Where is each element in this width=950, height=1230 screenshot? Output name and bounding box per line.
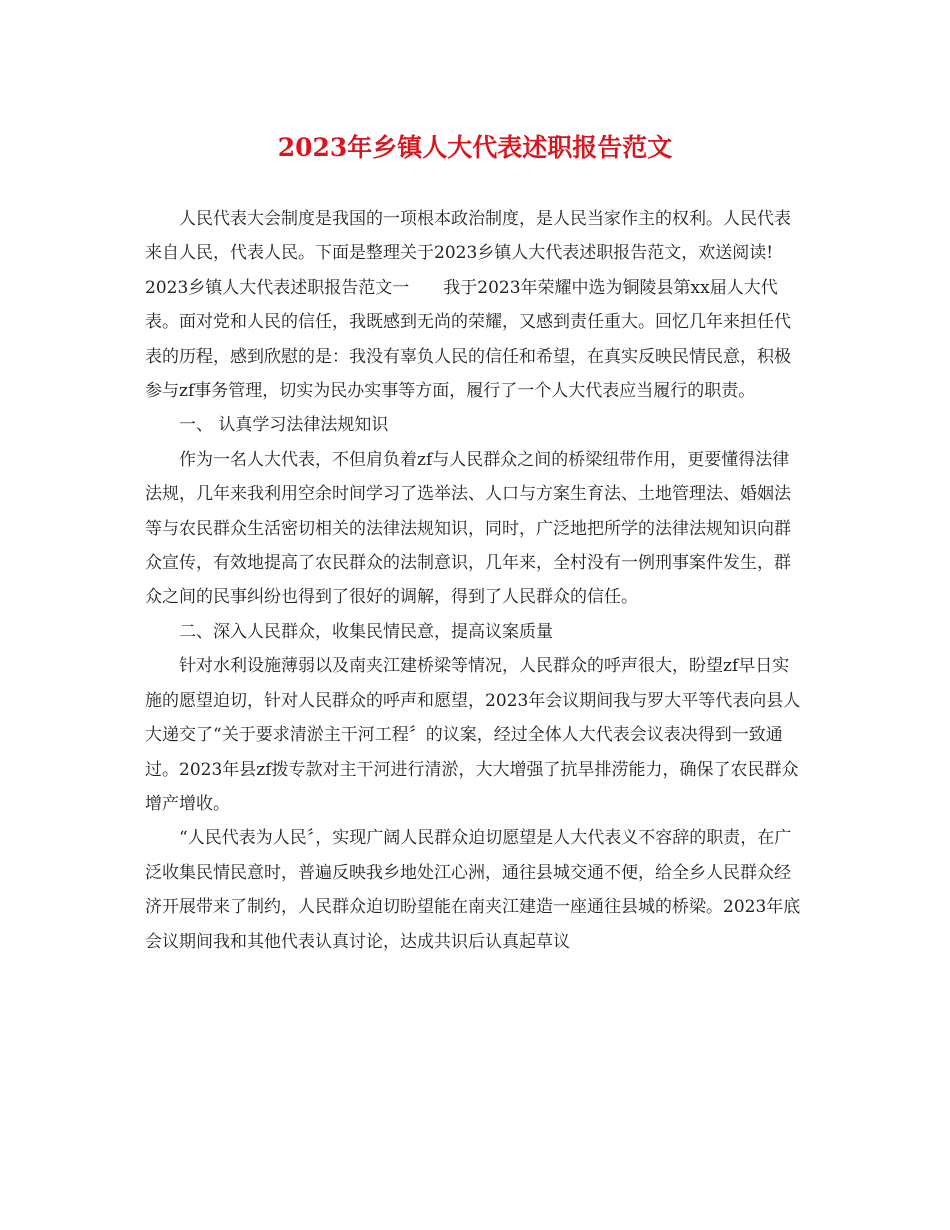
- study-law-paragraph: 作为一名人大代表，不但肩负着zf与人民群众之间的桥梁纽带作用，更要懂得法律法规，几年来我利用空余时间学习了选举法、人口与方案生育法、土地管理法、婚姻法等与农民群众生活密切相关的法律法规知识，同时，广泛地把所学的法律法规知识向群众宣传，有效地提高了农民群众的法制意识，几年来，全村没有一例刑事案件发生，群众之间的民事纠纷也得到了很好的调解，得到了人民群众的信任。: [145, 449, 791, 608]
- heading-collect-opinions: 二、深入人民群众，收集民情民意，提高议案质量: [179, 621, 553, 642]
- section-one-paragraph: 2023乡镇人大代表述职报告范文一 我于2023年荣耀中选为铜陵县第xx届人大代表。面对党和人民的信任，我既感到无尚的荣耀，又感到责任重大。回忆几年来担任代表的历程，感到欣慰的是：我没有辜负人民的信任和希望，在真实反映民情民意，积极参与zf事务管理，切实为民办实事等方面，履行了一个人大代表应当履行的职责。: [145, 277, 791, 402]
- bridge-paragraph: “人民代表为人民〞，实现广阔人民群众迫切愿望是人大代表义不容辞的职责，在广泛收集民情民意时，普遍反映我乡地处江心洲，通往县城交通不便，给全乡人民群众经济开展带来了制约，人民群众迫切盼望能在南夹江建造一座通往县城的桥梁。2023年底会议期间我和其他代表认真讨论，达成共识后认真起草议: [145, 828, 801, 952]
- heading-study-law: 一、 认真学习法律法规知识: [179, 415, 389, 436]
- document-title: 2023年乡镇人大代表述职报告范文: [277, 133, 673, 162]
- water-project-paragraph: 针对水利设施薄弱以及南夹江建桥梁等情况，人民群众的呼声很大，盼望zf早日实施的愿望迫切，针对人民群众的呼声和愿望，2023年会议期间我与罗大平等代表向县人大递交了“关于要求清淤主干河工程〞的议案，经过全体人大代表会议表决得到一致通过。2023年县zf拨专款对主干河进行清淤，大大增强了抗旱排涝能力，确保了农民群众增产增收。: [145, 656, 801, 814]
- document-body: [145, 202, 805, 959]
- intro-paragraph: 人民代表大会制度是我国的一项根本政治制度，是人民当家作主的权利。人民代表来自人民，代表人民。下面是整理关于2023乡镇人大代表述职报告范文，欢送阅读!: [145, 209, 791, 264]
